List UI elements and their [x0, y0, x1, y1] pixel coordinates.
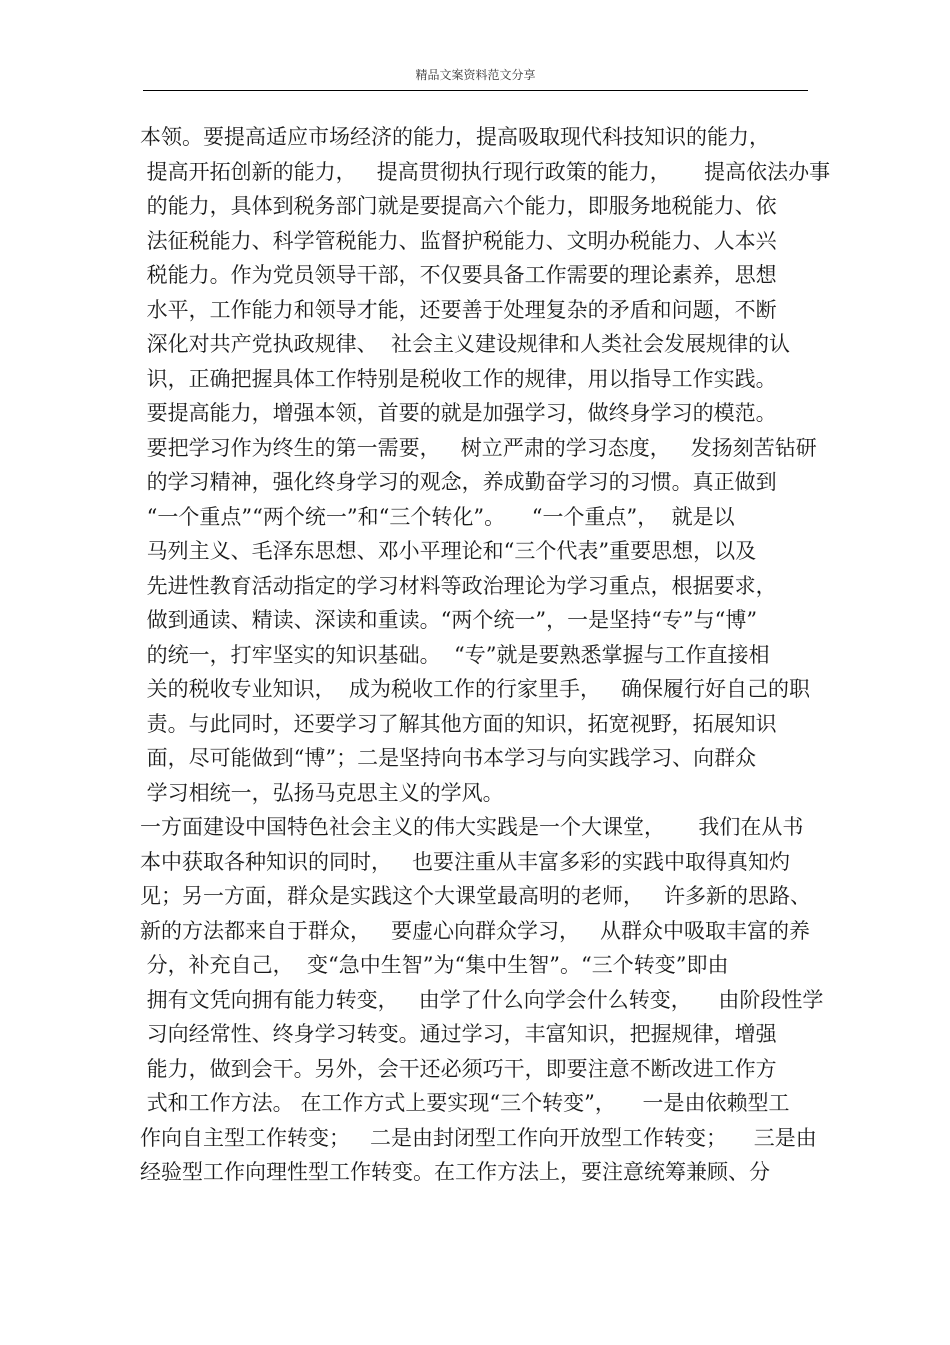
text-line: 马列主义、毛泽东思想、邓小平理论和“三个代表”重要思想，以及	[140, 539, 757, 563]
body-text	[140, 120, 831, 1190]
text-line: 要把学习作为终生的第一需要， 树立严肃的学习态度， 发扬刻苦钻研	[140, 435, 817, 460]
text-line: 深化对共产党执政规律、 社会主义建设规律和人类社会发展规律的认	[140, 332, 791, 356]
text-line: “一个重点”“两个统一”和“三个转化”。 “一个重点”， 就是以	[140, 504, 735, 529]
text-line: 分，补充自己， 变“急中生智”为“集中生智”。“三个转变”即由	[140, 953, 729, 977]
text-line: 本中获取各种知识的同时， 也要注重从丰富多彩的实践中取得真知灼	[140, 849, 791, 874]
text-line: 识，正确把握具体工作特别是税收工作的规律，用以指导工作实践。	[140, 366, 777, 391]
text-line: 先进性教育活动指定的学习材料等政治理论为学习重点，根据要求，	[140, 573, 777, 598]
text-line: 新的方法都来自于群众， 要虚心向群众学习， 从群众中吸取丰富的养	[140, 918, 811, 943]
text-line: 税能力。作为党员领导干部，不仅要具备工作需要的理论素养，思想	[140, 263, 777, 287]
text-line: 责。与此同时，还要学习了解其他方面的知识，拓宽视野，拓展知识	[140, 711, 777, 736]
text-line: 拥有文凭向拥有能力转变， 由学了什么向学会什么转变， 由阶段性学	[140, 987, 824, 1012]
text-line: 作向自主型工作转变； 二是由封闭型工作向开放型工作转变； 三是由	[140, 1125, 817, 1150]
text-line: 关的税收专业知识， 成为税收工作的行家里手， 确保履行好自己的职	[140, 677, 811, 701]
text-line: 见；另一方面，群众是实践这个大课堂最高明的老师， 许多新的思路、	[140, 884, 812, 908]
text-line: 要提高能力，增强本领，首要的就是加强学习，做终身学习的模范。	[140, 401, 777, 425]
text-line: 一方面建设中国特色社会主义的伟大实践是一个大课堂， 我们在从书	[140, 815, 804, 839]
text-line: 本领。要提高适应市场经济的能力，提高吸取现代科技知识的能力，	[140, 125, 770, 149]
text-line: 水平，工作能力和领导才能，还要善于处理复杂的矛盾和问题，不断	[140, 297, 777, 322]
text-line: 能力，做到会干。另外，会干还必须巧干，即要注意不断改进工作方	[140, 1056, 777, 1081]
text-line: 习向经常性、终身学习转变。通过学习，丰富知识，把握规律，增强	[140, 1022, 777, 1046]
text-line: 式和工作方法。 在工作方式上要实现“三个转变”， 一是由依赖型工	[140, 1091, 790, 1115]
text-line: 提高开拓创新的能力， 提高贯彻执行现行政策的能力， 提高依法办事	[140, 159, 831, 184]
text-line: 做到通读、精读、深读和重读。“两个统一”，一是坚持“专”与“博”	[140, 608, 758, 632]
text-line: 经验型工作向理性型工作转变。在工作方法上，要注意统筹兼顾、分	[140, 1160, 770, 1184]
text-line: 法征税能力、科学管税能力、监督护税能力、文明办税能力、人本兴	[140, 228, 777, 253]
text-line: 面，尽可能做到“博”；二是坚持向书本学习与向实践学习、向群众	[140, 746, 757, 770]
text-line: 的学习精神，强化终身学习的观念，养成勤奋学习的习惯。真正做到	[140, 470, 777, 494]
text-line: 的能力，具体到税务部门就是要提高六个能力，即服务地税能力、依	[140, 194, 777, 218]
text-line: 的统一，打牢坚实的知识基础。 “专”就是要熟悉掌握与工作直接相	[140, 642, 770, 667]
page-header: 精品文案资料范文分享	[415, 68, 536, 82]
header-divider	[143, 90, 808, 91]
text-line: 学习相统一，弘扬马克思主义的学风。	[140, 780, 504, 805]
